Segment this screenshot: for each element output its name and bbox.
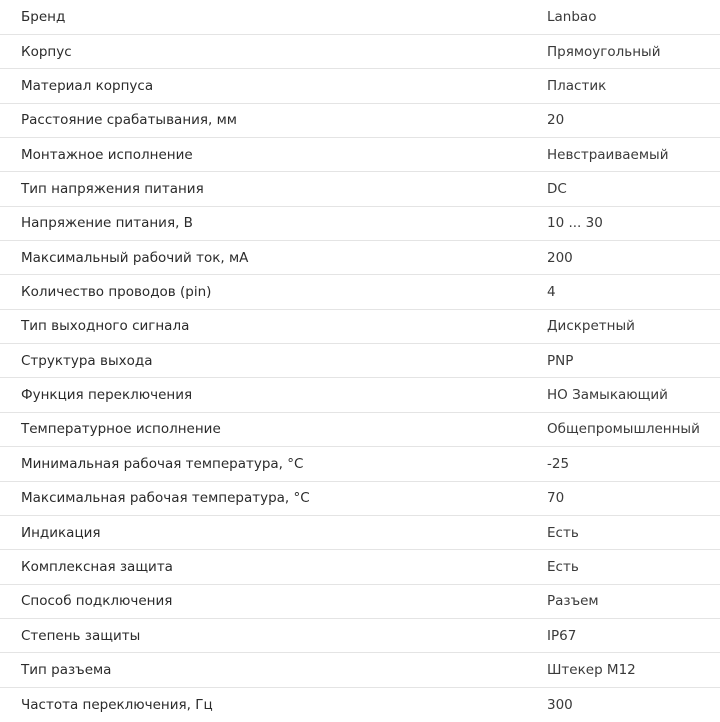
spec-label: Степень защиты xyxy=(21,627,141,644)
spec-row-switching-function xyxy=(0,378,720,412)
spec-label: Корпус xyxy=(21,43,72,60)
spec-value: 20 xyxy=(547,112,565,129)
spec-value: Пластик xyxy=(547,77,607,94)
spec-row-brand xyxy=(0,0,720,34)
spec-label: Частота переключения, Гц xyxy=(21,696,213,713)
spec-row-connector-type xyxy=(0,653,720,687)
spec-row-min-temperature xyxy=(0,447,720,481)
spec-row-wire-count xyxy=(0,275,720,309)
spec-value: Штекер M12 xyxy=(547,662,636,678)
spec-label: Бренд xyxy=(21,8,66,25)
spec-row-housing-material xyxy=(0,69,720,103)
spec-value: 200 xyxy=(547,249,573,266)
spec-row-output-structure xyxy=(0,344,720,378)
spec-row-indication xyxy=(0,515,720,549)
spec-label: Структура выхода xyxy=(21,352,153,369)
spec-value: Прямоугольный xyxy=(547,43,661,60)
spec-label: Тип выходного сигнала xyxy=(21,318,190,335)
spec-row-voltage-type xyxy=(0,172,720,206)
spec-label: Максимальный рабочий ток, мА xyxy=(21,249,249,266)
spec-value: 300 xyxy=(547,696,573,713)
spec-label: Материал корпуса xyxy=(21,77,154,94)
spec-row-mounting xyxy=(0,137,720,171)
spec-value: Есть xyxy=(547,558,579,575)
spec-label: Индикация xyxy=(21,524,101,541)
spec-label: Расстояние срабатывания, мм xyxy=(21,112,237,129)
spec-value: Разъем xyxy=(547,593,599,610)
spec-label: Функция переключения xyxy=(21,387,193,404)
spec-label: Напряжение питания, В xyxy=(21,215,193,232)
spec-row-switching-frequency xyxy=(0,687,720,721)
spec-label: Комплексная защита xyxy=(21,558,173,575)
spec-label: Количество проводов (pin) xyxy=(21,284,212,301)
spec-row-max-temperature xyxy=(0,481,720,515)
spec-row-protection xyxy=(0,550,720,584)
spec-row-temperature-version xyxy=(0,412,720,446)
spec-value: Есть xyxy=(547,524,579,541)
spec-value: Дискретный xyxy=(547,318,635,335)
spec-value: 4 xyxy=(547,284,556,301)
spec-value: Общепромышленный xyxy=(547,421,700,438)
spec-row-max-current xyxy=(0,241,720,275)
spec-label: Тип напряжения питания xyxy=(21,180,204,197)
spec-row-connection-method xyxy=(0,584,720,618)
spec-label: Монтажное исполнение xyxy=(21,146,193,163)
spec-label: Температурное исполнение xyxy=(21,421,221,438)
spec-row-ip-rating xyxy=(0,618,720,652)
spec-label: Тип разъема xyxy=(21,662,112,678)
spec-label: Минимальная рабочая температура, °С xyxy=(21,455,304,472)
spec-value: 70 xyxy=(547,490,565,507)
spec-value: -25 xyxy=(547,455,570,472)
spec-row-sensing-distance xyxy=(0,103,720,137)
spec-row-supply-voltage xyxy=(0,206,720,240)
spec-value: PNP xyxy=(547,352,574,369)
spec-row-housing xyxy=(0,34,720,68)
spec-value: IP67 xyxy=(547,627,577,644)
spec-value: Невстраиваемый xyxy=(547,146,669,163)
spec-label: Способ подключения xyxy=(21,593,173,610)
spec-row-output-signal xyxy=(0,309,720,343)
spec-value: DC xyxy=(547,180,567,197)
spec-label: Максимальная рабочая температура, °С xyxy=(21,490,310,507)
spec-value: Lanbao xyxy=(547,8,597,25)
spec-value: НО Замыкающий xyxy=(547,387,668,404)
spec-value: 10 ... 30 xyxy=(547,215,603,232)
